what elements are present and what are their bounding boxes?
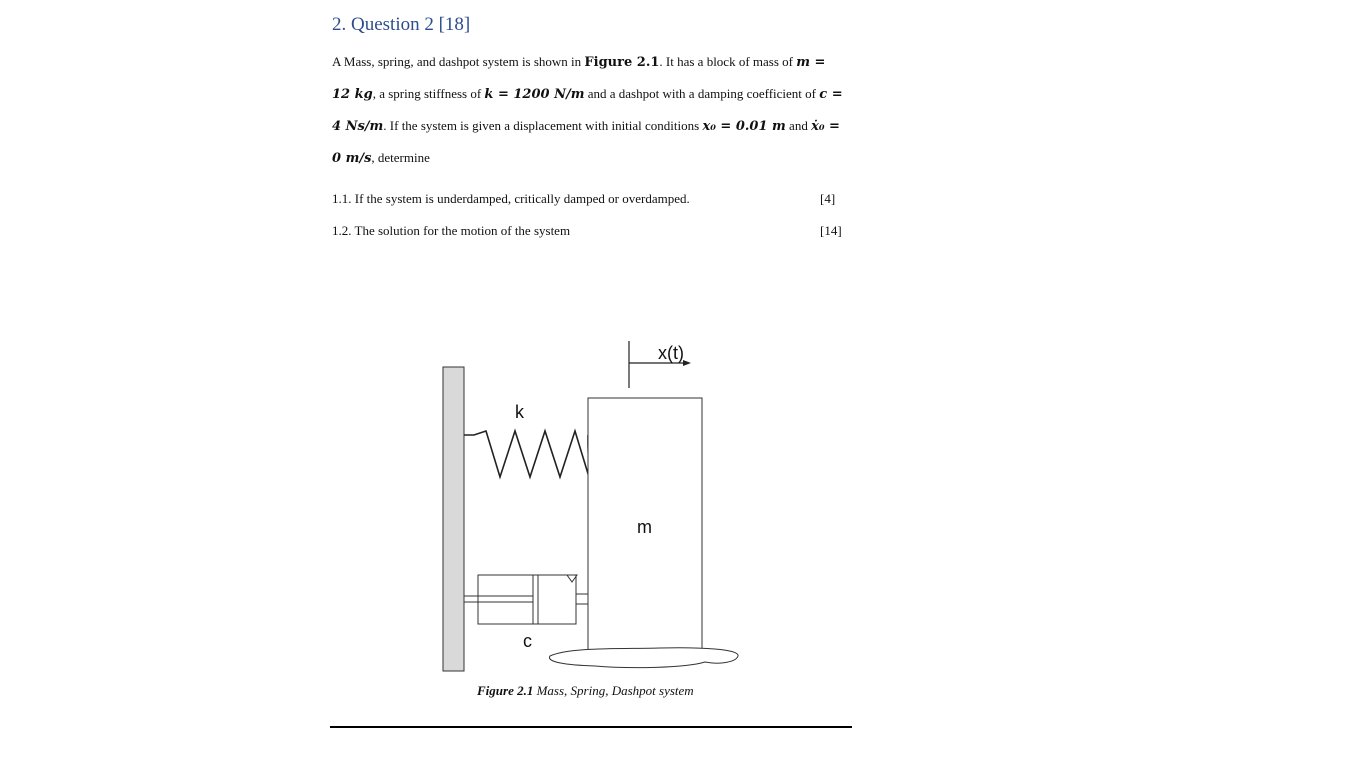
sub-question-1: 1.1. If the system is underdamped, critically damped or overdamped. xyxy=(332,191,690,206)
intro-line-4 xyxy=(332,150,430,166)
mass-label: m xyxy=(637,517,652,537)
initial-displacement: x₀ = 0.01 m xyxy=(702,119,786,134)
dashpot-cylinder xyxy=(478,575,576,624)
figure-title: Mass, Spring, Dashpot system xyxy=(533,683,694,698)
sub-question-2-marks: [14] xyxy=(820,223,842,238)
sub-question-1-marks: [4] xyxy=(820,191,836,206)
mass-value: 12 kg xyxy=(332,87,373,102)
damper-label: c xyxy=(523,631,532,651)
damping-value: 4 Ns/m xyxy=(332,119,384,134)
initial-velocity-value: 0 m/s xyxy=(332,151,372,166)
bottom-rule xyxy=(330,726,852,728)
intro-text-4: and a dashpot with a damping coefficient of xyxy=(584,86,820,101)
figure-caption xyxy=(477,683,694,699)
sub-question-2: 1.2. The solution for the motion of the system xyxy=(332,223,571,238)
intro-line-3 xyxy=(332,118,840,134)
spring-label: k xyxy=(515,402,524,422)
wall xyxy=(443,367,464,671)
intro-text-3: , a spring stiffness of xyxy=(372,86,485,101)
question-heading: 2. Question 2 [18] xyxy=(332,14,471,35)
arrow-head-icon xyxy=(683,360,691,366)
intro-text-7: , determine xyxy=(371,150,430,165)
figure-number: Figure 2.1 xyxy=(477,683,534,698)
displacement-label: x(t) xyxy=(658,343,684,363)
initial-velocity-expression: ẋ₀ = xyxy=(811,119,840,134)
intro-text-2: . It has a block of mass of xyxy=(659,54,797,69)
damping-expression: c = xyxy=(819,87,843,102)
intro-line-2 xyxy=(332,86,843,102)
figure-reference: Figure 2.1 xyxy=(584,55,660,70)
intro-text-1: A Mass, spring, and dashpot system is shown in xyxy=(332,54,585,69)
mass-spring-dashpot-diagram xyxy=(420,335,750,680)
mass-expression: m = xyxy=(796,55,826,70)
intro-line-1 xyxy=(332,54,825,70)
spring xyxy=(464,431,589,477)
stiffness-expression: k = 1200 N/m xyxy=(484,87,585,102)
ground-surface xyxy=(549,648,738,668)
intro-text-6: and xyxy=(785,118,812,133)
intro-text-5: . If the system is given a displacement with initial conditions xyxy=(383,118,703,133)
